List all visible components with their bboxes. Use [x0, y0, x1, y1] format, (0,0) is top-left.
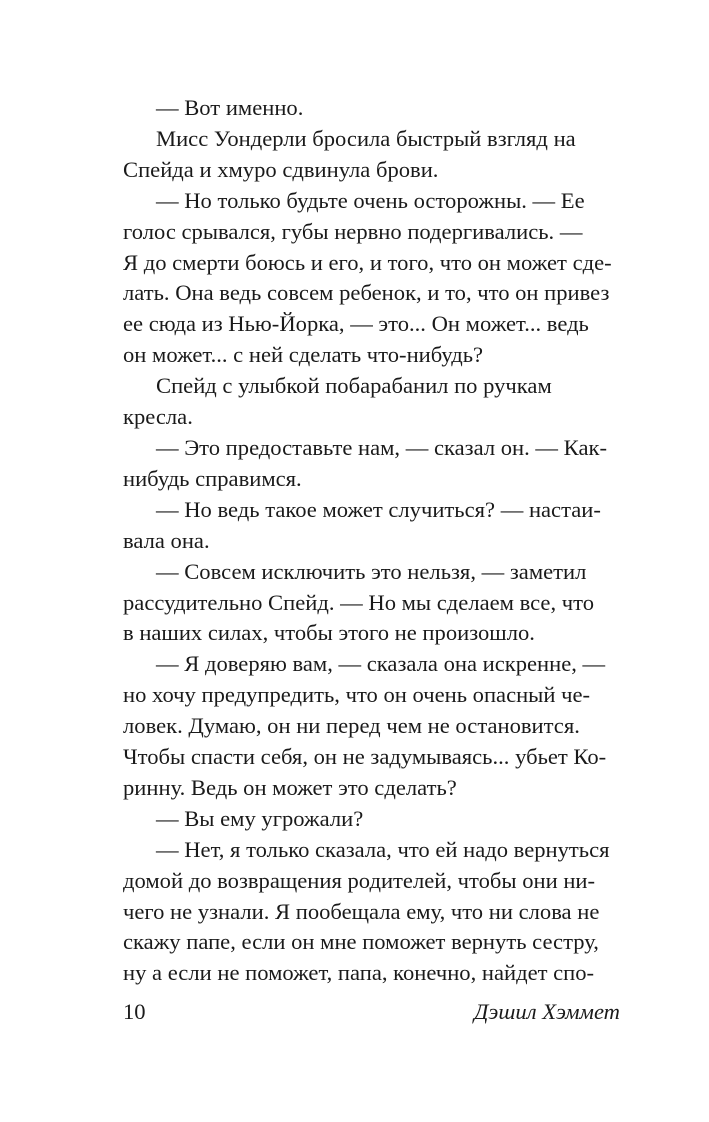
paragraph-10: — Нет, я только сказала, что ей надо вернуться домой до возвращения родителей, чтобы они ни- чего не узнали. Я пообещала ему, что ни слова не скажу папе, если он мне поможет вернуть сестру, ну а если не поможет, папа, конечно, найдет спо- [123, 836, 610, 986]
page-footer [123, 997, 620, 1027]
paragraph-1: — Вот именно. [156, 95, 304, 120]
paragraph-3: — Но только будьте очень осторожны. — Ее голос срывался, губы нервно подергивались. — Я до смерти боюсь и его, и того, что он может сде- лать. Она ведь совсем ребенок, и то, что он привез ее сюда из Нью-Йорка, — это... Он может... ведь он может... с ней сделать что-нибудь? [123, 187, 612, 368]
paragraph-8: — Я доверяю вам, — сказала она искренне, — но хочу предупредить, что он очень опасный че- ловек. Думаю, он ни перед чем не остановится. Чтобы спасти себя, он не задумываясь... убьет Ко- ринну. Ведь он может это сделать? [123, 651, 607, 800]
paragraph-5: — Это предоставьте нам, — сказал он. — Как- нибудь справимся. [123, 434, 607, 491]
page-number: 10 [123, 999, 146, 1024]
paragraph-6: — Но ведь такое может случиться? — настаи- вала она. [123, 496, 601, 553]
page-text [123, 93, 620, 989]
paragraph-7: — Совсем исключить это нельзя, — заметил рассудительно Спейд. — Но мы сделаем все, что в наших силах, чтобы этого не произошло. [123, 558, 594, 646]
paragraph-4: Спейд с улыбкой побарабанил по ручкам кресла. [123, 373, 552, 430]
running-footer-author: Дэшил Хэммет [474, 999, 620, 1024]
paragraph-9: — Вы ему угрожали? [156, 805, 364, 831]
paragraph-2: Мисс Уондерли бросила быстрый взгляд на Спейда и хмуро сдвинула брови. [123, 125, 576, 182]
